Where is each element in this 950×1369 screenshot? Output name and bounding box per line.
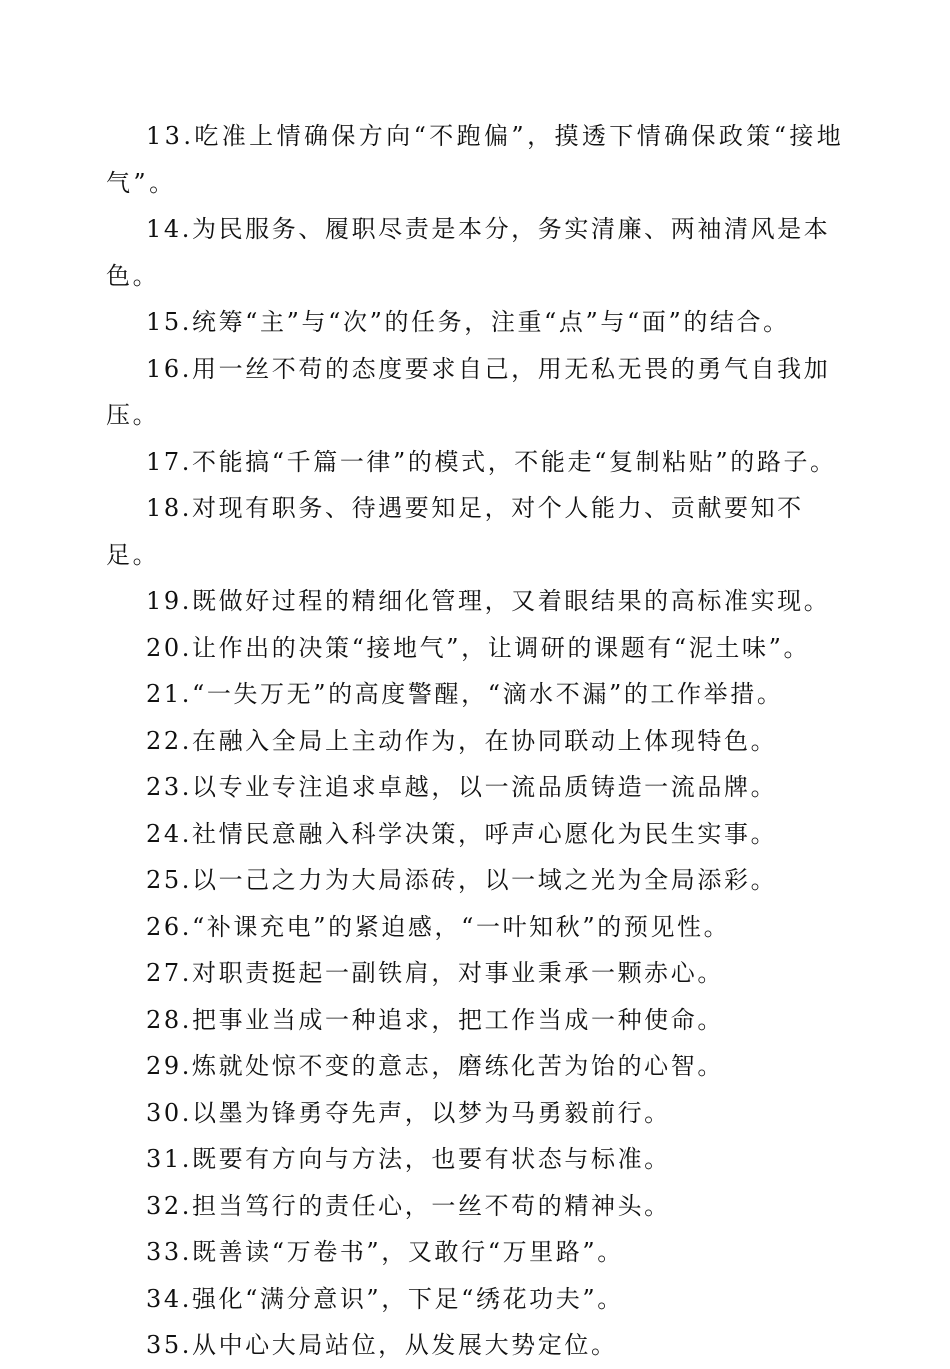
list-item: 17.不能搞“千篇一律”的模式，不能走“复制粘贴”的路子。 bbox=[146, 447, 837, 476]
list-item: 35.从中心大局站位，从发展大势定位。 bbox=[146, 1331, 618, 1359]
list-item: 19.既做好过程的精细化管理，又着眼结果的高标准实现。 bbox=[146, 587, 831, 615]
list-item: 31.既要有方向与方法，也要有状态与标准。 bbox=[146, 1145, 671, 1173]
list-item: 32.担当笃行的责任心，一丝不苟的精神头。 bbox=[146, 1191, 671, 1220]
list-item: 27.对职责挺起一副铁肩，对事业秉承一颗赤心。 bbox=[146, 959, 724, 987]
list-item: 34.强化“满分意识”，下足“绣花功夫”。 bbox=[146, 1284, 624, 1313]
list-item: 26.“补课充电”的紧迫感，“一叶知秋”的预见性。 bbox=[146, 912, 731, 941]
list-item: 13.吃准上情确保方向“不跑偏”，摸透下情确保政策“接地气”。 bbox=[106, 122, 845, 197]
list-item: 14.为民服务、履职尽责是本分，务实清廉、两袖清风是本色。 bbox=[106, 215, 831, 290]
list-item: 28.把事业当成一种追求，把工作当成一种使命。 bbox=[146, 1005, 724, 1034]
list-item: 25.以一己之力为大局添砖，以一域之光为全局添彩。 bbox=[146, 866, 778, 894]
list-item: 21.“一失万无”的高度警醒，“滴水不漏”的工作举措。 bbox=[146, 680, 784, 708]
list-item: 22.在融入全局上主动作为，在协同联动上体现特色。 bbox=[146, 726, 778, 755]
list-item: 20.让作出的决策“接地气”，让调研的课题有“泥土味”。 bbox=[146, 633, 811, 662]
document-body bbox=[106, 113, 851, 1369]
list-item: 24.社情民意融入科学决策，呼声心愿化为民生实事。 bbox=[146, 819, 778, 848]
list-item: 18.对现有职务、待遇要知足，对个人能力、贡献要知不足。 bbox=[106, 494, 804, 569]
list-item: 15.统筹“主”与“次”的任务，注重“点”与“面”的结合。 bbox=[146, 308, 790, 336]
list-item: 33.既善读“万卷书”，又敢行“万里路”。 bbox=[146, 1238, 624, 1266]
list-item: 16.用一丝不苟的态度要求自己，用无私无畏的勇气自我加压。 bbox=[106, 354, 831, 429]
list-item: 29.炼就处惊不变的意志，磨练化苦为饴的心智。 bbox=[146, 1052, 724, 1080]
list-item: 23.以专业专注追求卓越，以一流品质铸造一流品牌。 bbox=[146, 773, 778, 801]
list-item: 30.以墨为锋勇夺先声，以梦为马勇毅前行。 bbox=[146, 1098, 671, 1127]
